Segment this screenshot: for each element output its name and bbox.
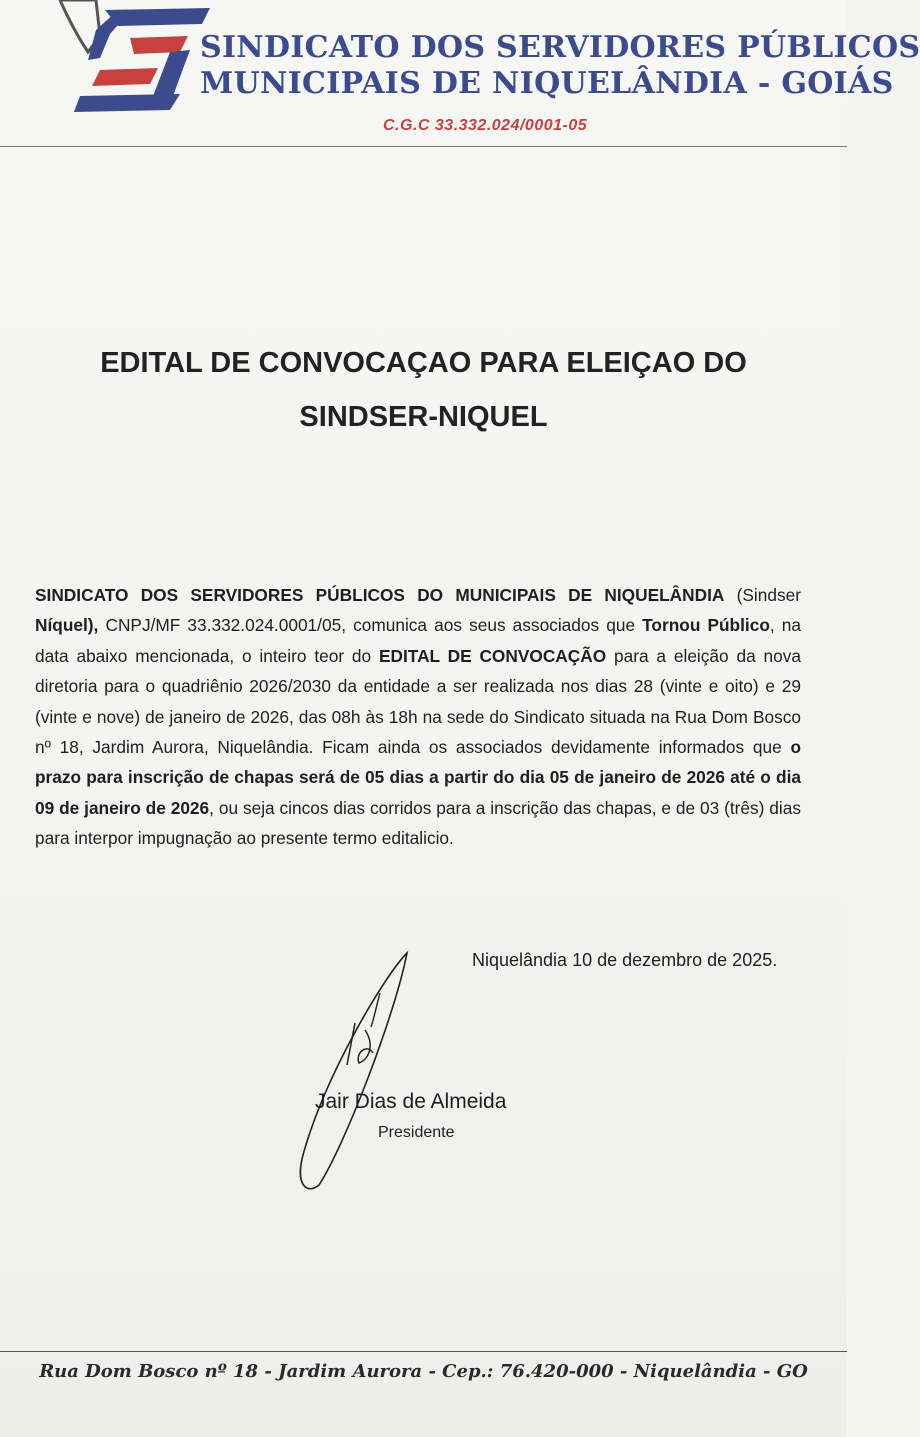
title-line2: SINDSER-NIQUEL [299,401,548,433]
body-span-3: Níquel), [35,615,99,636]
header-divider [0,146,847,147]
signer-name: Jair Dias de Almeida [315,1090,507,1113]
body-span-2: (Sindser [724,585,801,605]
title-line1: EDITAL DE CONVOCAÇAO PARA ELEIÇAO DO [100,347,747,379]
body-span-6: , na data abaixo mencionada, o inteiro teor do [35,615,802,666]
body-span-4: CNPJ/MF 33.332.024.0001/05, comunica aos seus associados que [98,615,643,636]
union-logo-icon [30,0,210,128]
organization-name [200,30,920,102]
cgc-number: C.G.C 33.332.024/0001-05 [383,117,588,134]
body-span-8: para a eleição da nova diretoria para o quadriênio 2026/2030 da entidade a ser realizada nos dias 28 (vinte e oito) e 29 (vinte e nove) de janeiro de 2026, das 08h às 18h na sede do Sindicato situada na Rua Dom Bosco nº 18, Jardim Aurora, Niquelândia. Ficam ainda os associados devidamente informados que [35,645,801,758]
handwritten-signature [285,935,425,1235]
body-span-5: Tornou Público [642,615,770,636]
org-name-line2: MUNICIPAIS DE NIQUELÂNDIA - GOIÁS [200,66,894,101]
body-span-1: SINDICATO DOS SERVIDORES PÚBLICOS DO MUNICIPAIS DE NIQUELÂNDIA [35,585,725,605]
body-span-9: o prazo para inscrição de chapas será de 05 dias a partir do dia 05 de janeiro de 2026 até o dia 09 de janeiro de 2026 [35,737,801,818]
body-paragraph [35,580,801,854]
body-span-7: EDITAL DE CONVOCAÇÃO [378,645,607,666]
org-name-line1: SINDICATO DOS SERVIDORES PÚBLICOS [200,30,920,65]
footer-address: Rua Dom Bosco nº 18 - Jardim Aurora - Cep.: 76.420-000 - Niquelândia - GO [39,1361,808,1382]
signer-role: Presidente [378,1124,455,1141]
footer-divider [0,1351,847,1352]
place-and-date: Niquelândia 10 de dezembro de 2025. [472,950,778,970]
body-span-10: , ou seja cincos dias corridos para a inscrição das chapas, e de 03 (três) dias para interpor impugnação ao presente termo editalicio. [35,797,802,849]
document-title [0,336,847,444]
